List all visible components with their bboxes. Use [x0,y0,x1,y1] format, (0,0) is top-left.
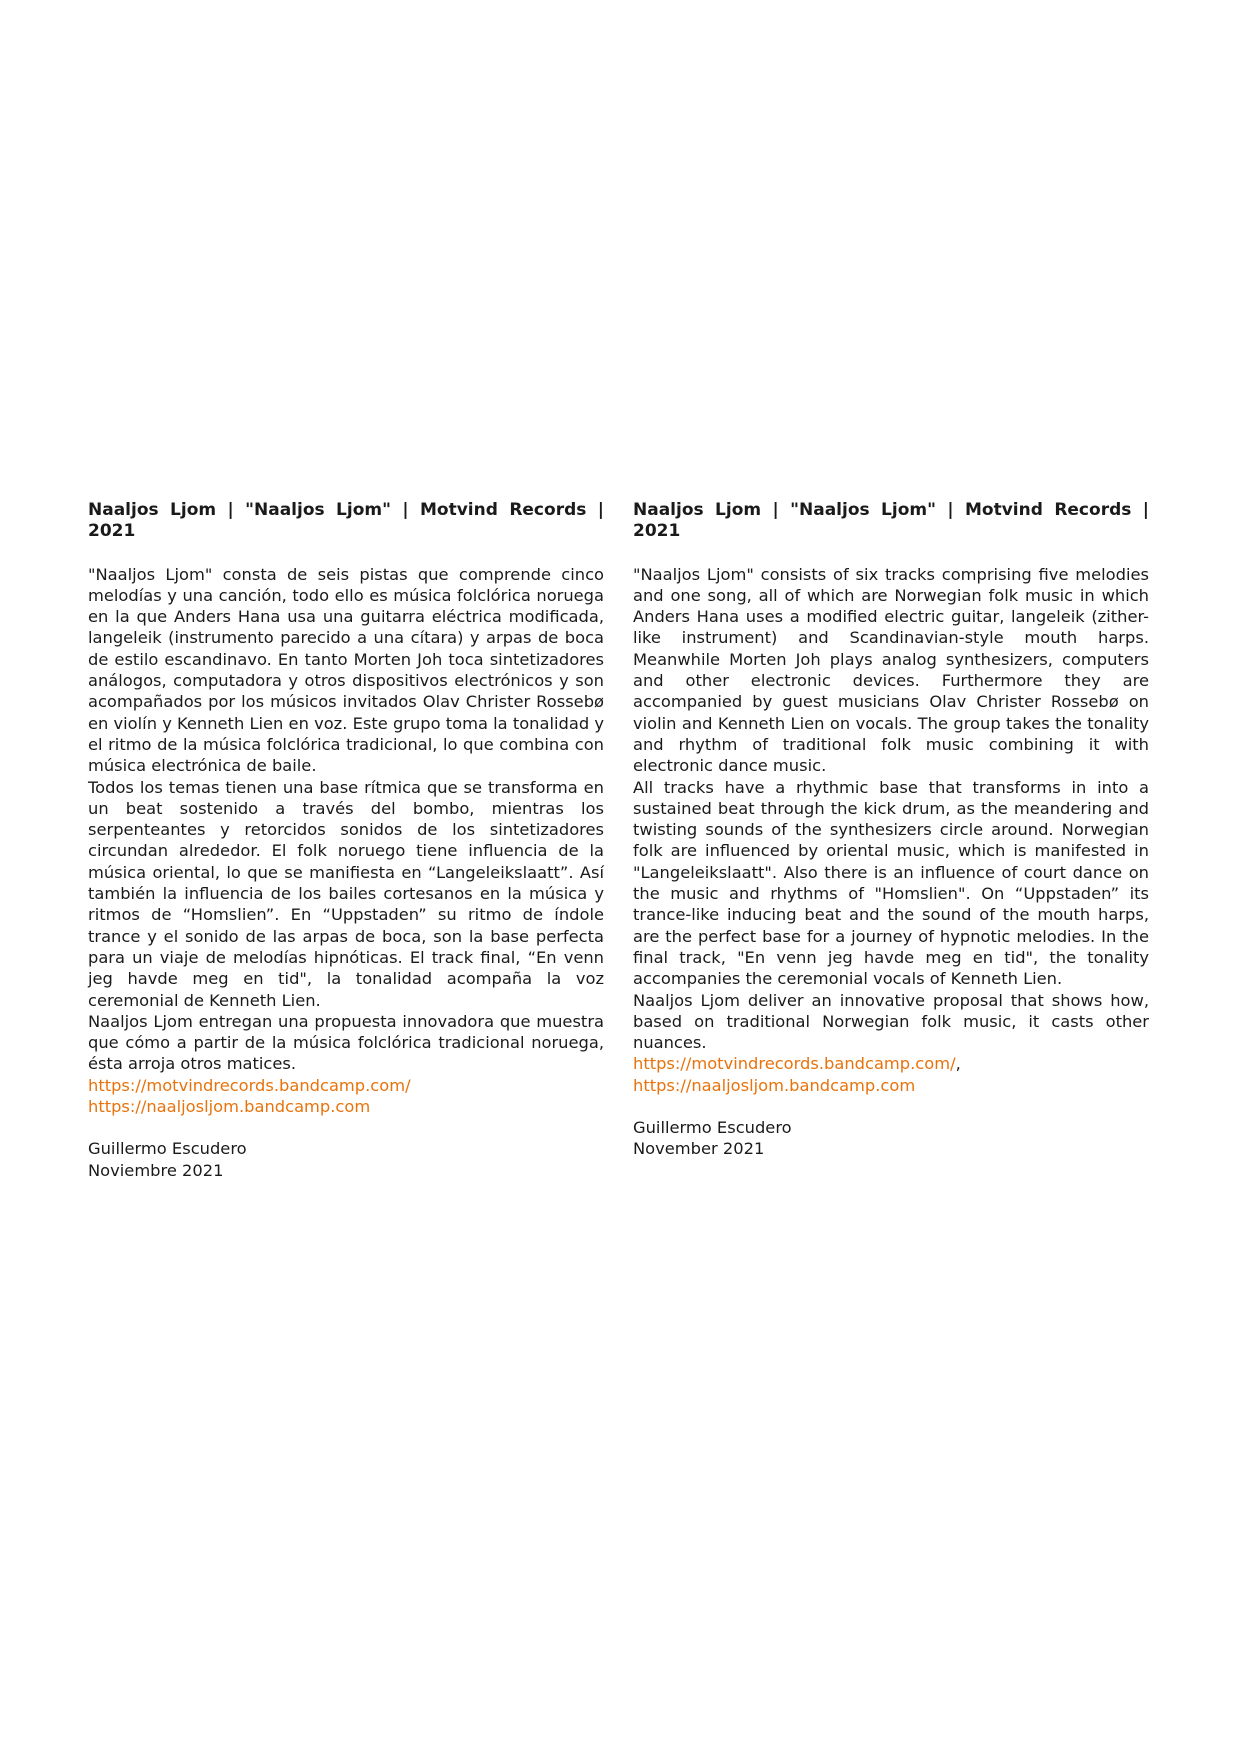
motvind-records-link-line [633,1053,1149,1074]
author-name: Guillermo Escudero [633,1118,792,1138]
english-column [633,500,1149,1160]
english-paragraph-1: "Naaljos Ljom" consists of six tracks comprising five melodies and one song, all of which are Norwegian folk music in which Anders Hana uses a modified electric guitar, langeleik (zither-like instrument) and Scandinavian-style mouth harps. Meanwhile Morten Joh plays analog synthesizers, computers and other electronic devices. Furthermore they are accompanied by guest musicians Olav Christer Rossebø on violin and Kenneth Lien on vocals. The group takes the tonality and rhythm of traditional folk music combining it with electronic dance music. [633,564,1149,776]
english-title: Naaljos Ljom | "Naaljos Ljom" | Motvind Records | 2021 [633,500,1149,542]
spanish-signature [88,1138,604,1181]
motvind-records-link[interactable]: https://motvindrecords.bandcamp.com/ [88,1075,411,1095]
publication-date: November 2021 [633,1139,765,1159]
spanish-column [88,500,604,1181]
spanish-paragraph-3: Naaljos Ljom entregan una propuesta innovadora que muestra que cómo a partir de la música folclórica tradicional noruega, ésta arroja otros matices. [88,1011,604,1074]
author-name: Guillermo Escudero [88,1139,247,1159]
naaljos-ljom-bandcamp-link[interactable]: https://naaljosljom.bandcamp.com [633,1075,916,1095]
link-comma: , [955,1054,961,1074]
naaljos-ljom-bandcamp-link[interactable]: https://naaljosljom.bandcamp.com [88,1097,371,1117]
publication-date: Noviembre 2021 [88,1160,224,1180]
english-paragraph-2: All tracks have a rhythmic base that transforms in into a sustained beat through the kick drum, as the meandering and twisting sounds of the synthesizers circle around. Norwegian folk are influenced by oriental music, which is manifested in "Langeleikslaatt". Also there is an influence of court dance on the music and rhythms of "Homslien". On “Uppstaden” its trance-like inducing beat and the sound of the mouth harps, are the perfect base for a journey of hypnotic melodies. In the final track, "En venn jeg havde meg en tid", the tonality accompanies the ceremonial vocals of Kenneth Lien. [633,777,1149,989]
spanish-paragraph-1: "Naaljos Ljom" consta de seis pistas que comprende cinco melodías y una canción, todo ello es música folclórica noruega en la que Anders Hana usa una guitarra eléctrica modificada, langeleik (instrumento parecido a una cítara) y arpas de boca de estilo escandinavo. En tanto Morten Joh toca sintetizadores análogos, computadora y otros dispositivos electrónicos y son acompañados por los músicos invitados Olav Christer Rossebø en violín y Kenneth Lien en voz. Este grupo toma la tonalidad y el ritmo de la música folclórica tradicional, lo que combina con música electrónica de baile. [88,564,604,776]
english-paragraph-3: Naaljos Ljom deliver an innovative proposal that shows how, based on traditional Norwegian folk music, it casts other nuances. [633,990,1149,1053]
spanish-title: Naaljos Ljom | "Naaljos Ljom" | Motvind Records | 2021 [88,500,604,542]
motvind-records-link[interactable]: https://motvindrecords.bandcamp.com/ [633,1054,956,1074]
english-signature [633,1117,1149,1160]
spanish-paragraph-2: Todos los temas tienen una base rítmica que se transforma en un beat sostenido a través del bombo, mientras los serpenteantes y retorcidos sonidos de los sintetizadores circundan alrededor. El folk noruego tiene influencia de la música oriental, lo que se manifiesta en “Langeleikslaatt”. Así también la influencia de los bailes cortesanos en la música y ritmos de “Homslien”. En “Uppstaden” su ritmo de índole trance y el sonido de las arpas de boca, son la base perfecta para un viaje de melodías hipnóticas. El track final, “En venn jeg havde meg en tid", la tonalidad acompaña la voz ceremonial de Kenneth Lien. [88,777,604,1010]
